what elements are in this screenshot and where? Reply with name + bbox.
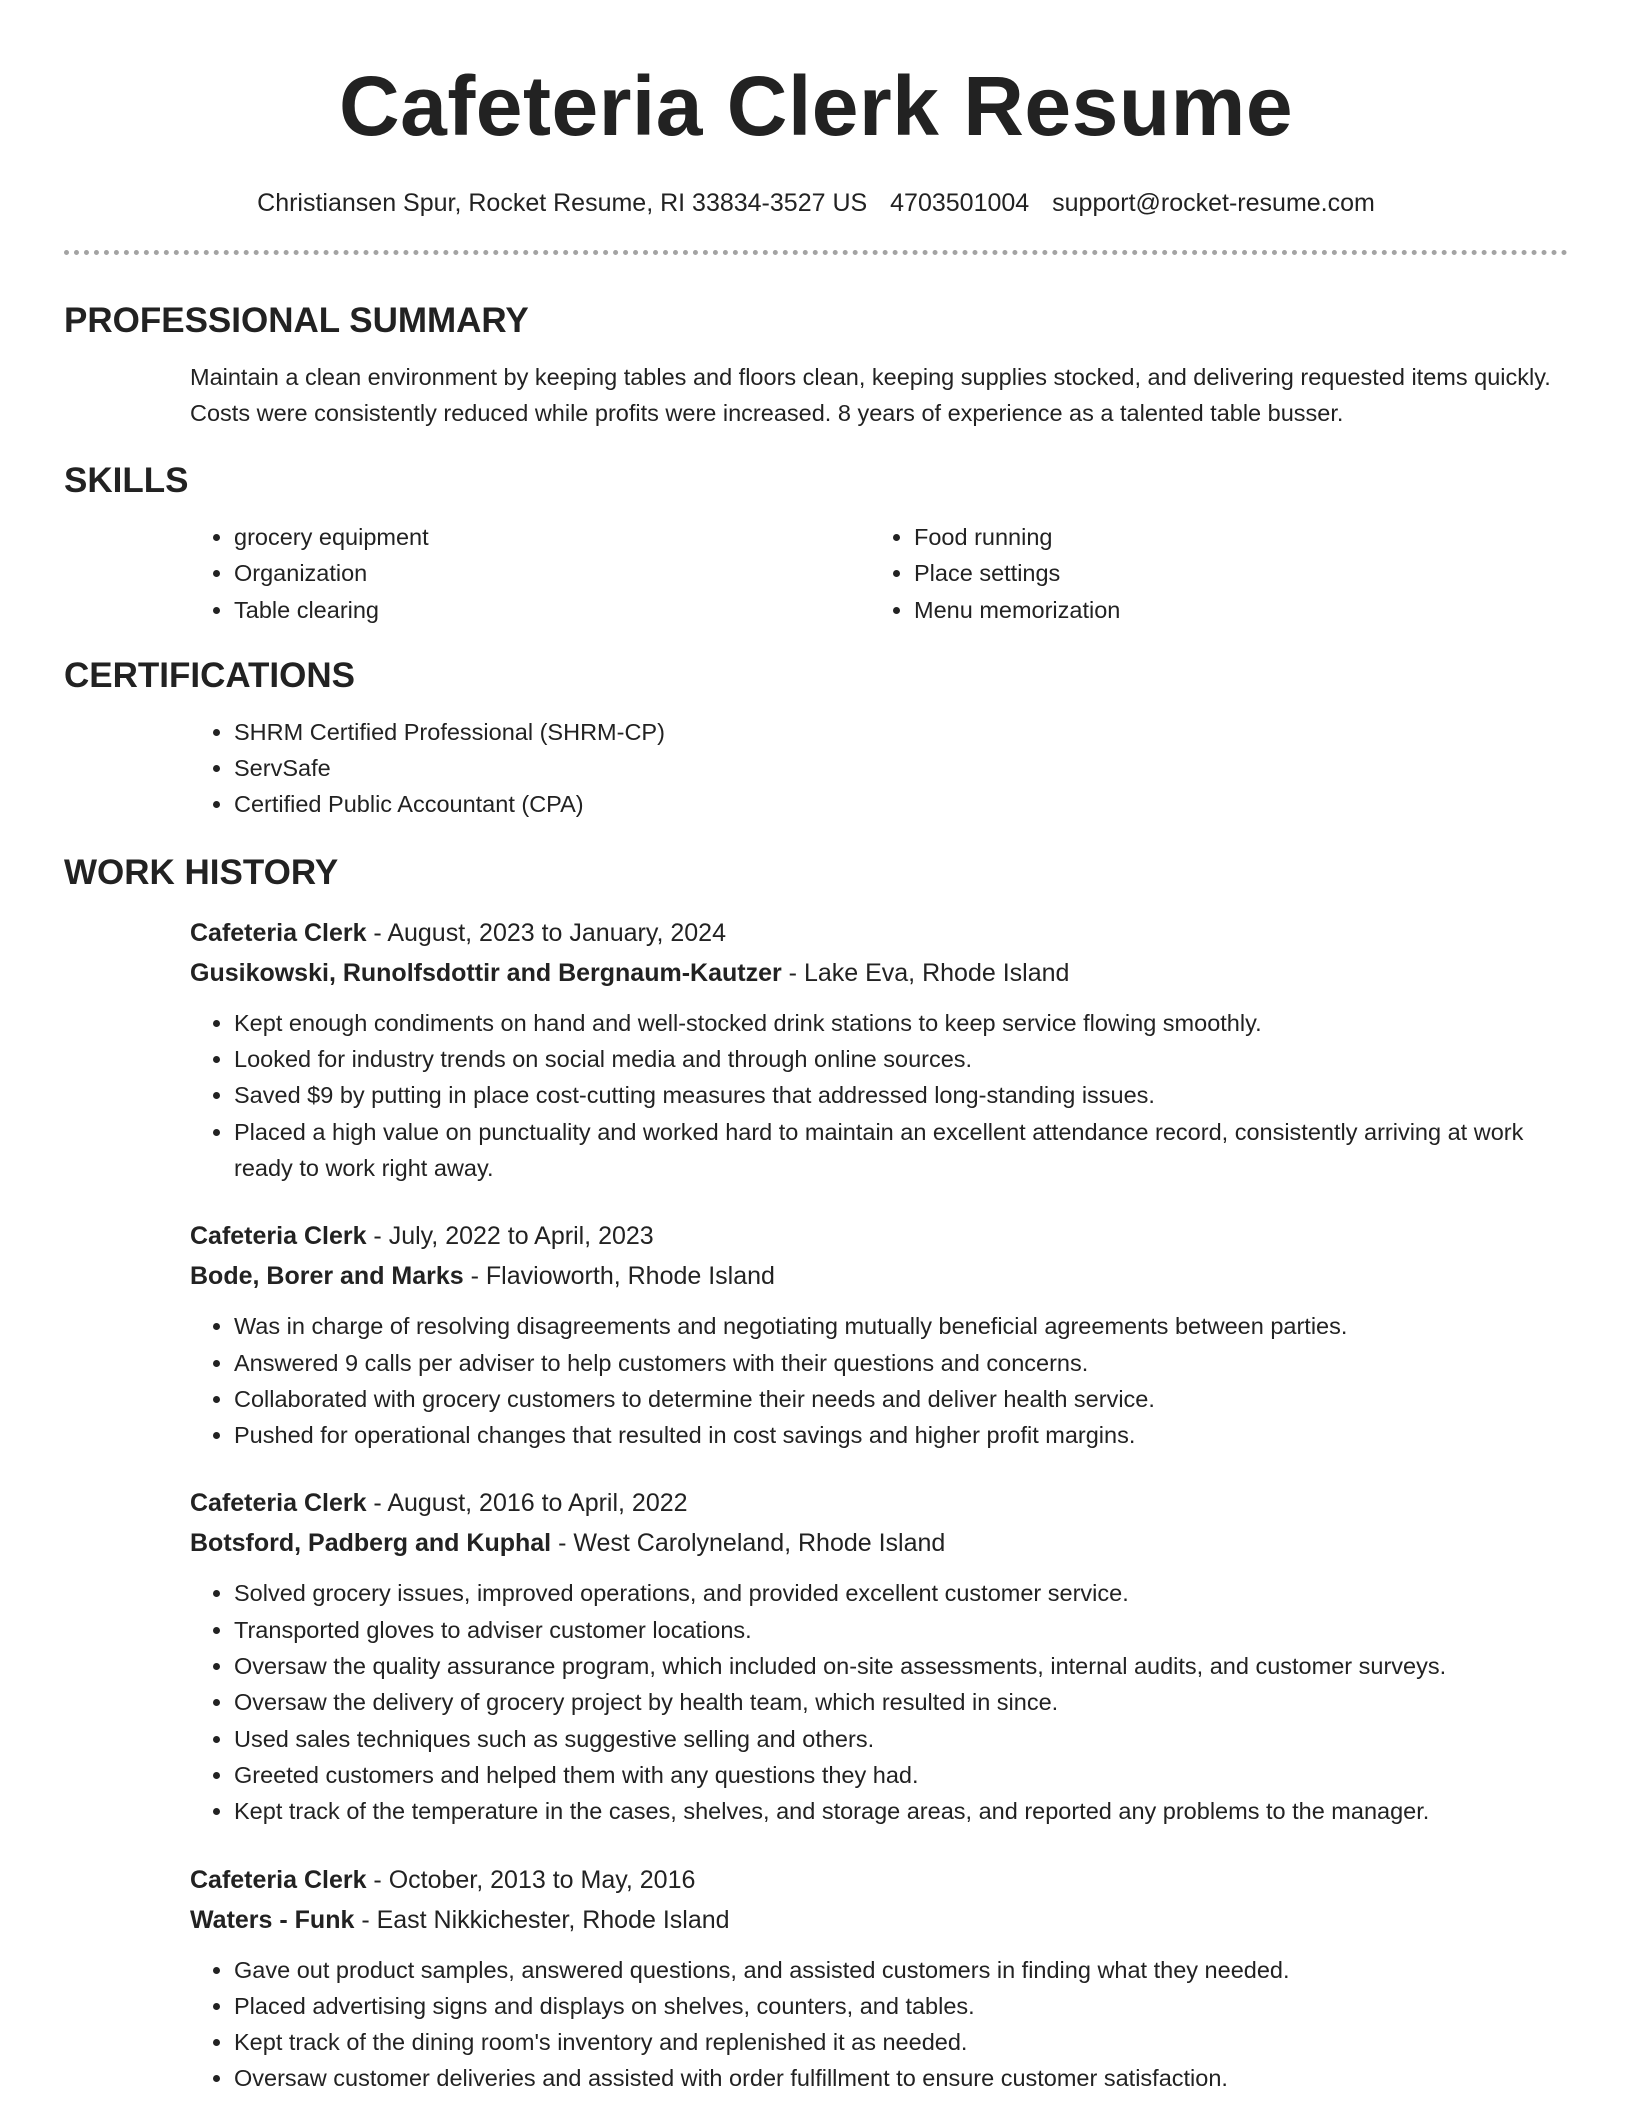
skills-column-right	[870, 519, 1550, 628]
job-location: - Lake Eva, Rhode Island	[781, 958, 1070, 987]
certification-item: • SHRM Certified Professional (SHRM-CP)	[234, 714, 1568, 750]
work-history-heading: WORK HISTORY	[64, 852, 339, 892]
job-dates: - July, 2022 to April, 2023	[366, 1222, 654, 1251]
job-company: Gusikowski, Runolfsdottir and Bergnaum-Kautzer	[190, 958, 782, 987]
summary-heading: PROFESSIONAL SUMMARY	[64, 301, 529, 340]
job-bullet: • Transported gloves to adviser customer locations.	[234, 1612, 1568, 1648]
skill-item: • Menu memorization	[914, 592, 1550, 628]
summary-section	[190, 359, 1568, 431]
job-company: Waters - Funk	[190, 1905, 355, 1934]
job-entry	[190, 1216, 1568, 1453]
header-divider	[64, 250, 1568, 255]
job-bullet: • Saved $9 by putting in place cost-cutting measures that addressed long-standing issues.	[234, 1077, 1568, 1113]
job-entry	[190, 913, 1568, 1186]
job-bullet: • Collaborated with grocery customers to determine their needs and deliver health service.	[234, 1381, 1568, 1417]
job-company-line	[190, 1256, 1568, 1296]
skills-heading: SKILLS	[64, 461, 189, 500]
certification-item: • ServSafe	[234, 750, 1568, 786]
job-bullet: • Gave out product samples, answered questions, and assisted customers in finding what they needed.	[234, 1952, 1568, 1988]
job-bullet: • Kept enough condiments on hand and well-stocked drink stations to keep service flowing smoothly.	[234, 1005, 1568, 1041]
job-title: Cafeteria Clerk	[190, 1865, 367, 1894]
job-bullet: • Looked for industry trends on social media and through online sources.	[234, 1041, 1568, 1077]
contact-phone: 4703501004	[890, 189, 1030, 217]
job-company: Bode, Borer and Marks	[190, 1262, 464, 1291]
job-dates: - August, 2016 to April, 2022	[366, 1489, 688, 1518]
skill-item: • Place settings	[914, 555, 1550, 591]
job-bullet: • Pushed for operational changes that resulted in cost savings and higher profit margins.	[234, 1417, 1568, 1453]
skills-column-left	[190, 519, 870, 628]
job-company-line	[190, 1900, 1568, 1940]
job-company: Botsford, Padberg and Kuphal	[190, 1529, 552, 1558]
contact-email: support@rocket-resume.com	[1052, 189, 1375, 217]
job-bullet: • Solved grocery issues, improved operations, and provided excellent customer service.	[234, 1575, 1568, 1611]
resume-page	[64, 0, 1568, 2097]
skill-item: • Organization	[234, 555, 870, 591]
certification-item: • Certified Public Accountant (CPA)	[234, 786, 1568, 822]
job-bullet: • Oversaw customer deliveries and assisted with order fulfillment to ensure customer satisfaction.	[234, 2060, 1568, 2096]
certifications-heading: CERTIFICATIONS	[64, 655, 356, 695]
contact-address: Christiansen Spur, Rocket Resume, RI 33834-3527 US	[257, 189, 868, 217]
job-company-line	[190, 953, 1568, 993]
job-bullet: • Placed a high value on punctuality and worked hard to maintain an excellent attendance record, consistently arriving at work ready to work right away.	[234, 1114, 1568, 1187]
skill-item: • grocery equipment	[234, 519, 870, 555]
contact-line	[64, 186, 1568, 220]
job-bullet: • Kept track of the temperature in the cases, shelves, and storage areas, and reported any problems to the manager.	[234, 1793, 1568, 1829]
job-dates: - August, 2023 to January, 2024	[366, 918, 726, 947]
page-title: Cafeteria Clerk Resume	[338, 59, 1294, 153]
job-bullet: • Oversaw the delivery of grocery project by health team, which resulted in since.	[234, 1684, 1568, 1720]
certifications-section	[190, 714, 1568, 823]
job-title: Cafeteria Clerk	[190, 1222, 367, 1251]
job-bullet: • Used sales techniques such as suggestive selling and others.	[234, 1721, 1568, 1757]
job-title: Cafeteria Clerk	[190, 918, 367, 947]
job-dates: - October, 2013 to May, 2016	[366, 1865, 696, 1894]
job-location: - Flavioworth, Rhode Island	[463, 1262, 775, 1291]
job-bullet: • Kept track of the dining room's inventory and replenished it as needed.	[234, 2024, 1568, 2060]
job-location: - East Nikkichester, Rhode Island	[354, 1905, 730, 1934]
job-entry	[190, 1483, 1568, 1829]
job-bullet: • Answered 9 calls per adviser to help customers with their questions and concerns.	[234, 1345, 1568, 1381]
skill-item: • Table clearing	[234, 592, 870, 628]
job-title-line	[190, 1860, 1568, 1900]
job-title: Cafeteria Clerk	[190, 1489, 367, 1518]
summary-text: Maintain a clean environment by keeping tables and floors clean, keeping supplies stocked, and delivering requested items quickly. Costs were consistently reduced while profits were increased. 8 years of experience as a talented table busser.	[190, 364, 1551, 426]
job-bullet: • Placed advertising signs and displays on shelves, counters, and tables.	[234, 1988, 1568, 2024]
job-bullet: • Greeted customers and helped them with any questions they had.	[234, 1757, 1568, 1793]
job-bullet: • Was in charge of resolving disagreements and negotiating mutually beneficial agreements between parties.	[234, 1308, 1568, 1344]
job-company-line	[190, 1523, 1568, 1563]
job-title-line	[190, 913, 1568, 953]
job-title-line	[190, 1216, 1568, 1256]
skills-section	[190, 519, 1568, 628]
job-location: - West Carolyneland, Rhode Island	[551, 1529, 946, 1558]
job-bullet: • Oversaw the quality assurance program, which included on-site assessments, internal audits, and customer surveys.	[234, 1648, 1568, 1684]
job-entry	[190, 1860, 1568, 2097]
skill-item: • Food running	[914, 519, 1550, 555]
job-title-line	[190, 1483, 1568, 1523]
